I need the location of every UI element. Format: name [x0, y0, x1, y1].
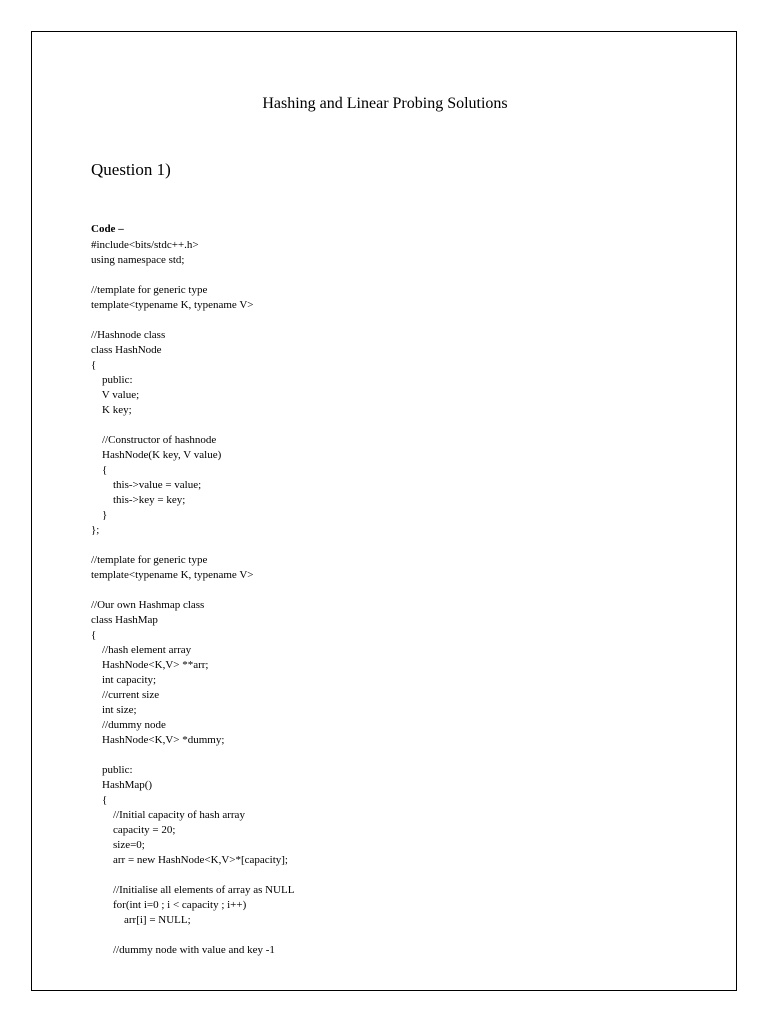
- document-page: [31, 31, 737, 991]
- code-line: template<typename K, typename V>: [91, 299, 254, 311]
- code-line: class HashMap: [91, 614, 158, 626]
- code-line: [91, 748, 711, 763]
- code-line: public:: [91, 764, 133, 776]
- code-line: //Constructor of hashnode: [91, 434, 217, 446]
- code-line: template<typename K, typename V>: [91, 569, 254, 581]
- code-line: //Initial capacity of hash array: [91, 809, 245, 821]
- code-line: {: [91, 359, 97, 371]
- code-line: [91, 418, 711, 433]
- code-line: //template for generic type: [91, 554, 208, 566]
- code-line: this->key = key;: [91, 494, 186, 506]
- code-line: K key;: [91, 404, 132, 416]
- code-line: //dummy node with value and key -1: [91, 944, 275, 956]
- code-line: [91, 928, 711, 943]
- code-line: HashNode<K,V> *dummy;: [91, 734, 225, 746]
- code-line: //hash element array: [91, 644, 192, 656]
- code-line: [91, 868, 711, 883]
- code-line: arr = new HashNode<K,V>*[capacity];: [91, 854, 288, 866]
- code-line: //Hashnode class: [91, 329, 166, 341]
- code-line: [91, 538, 711, 553]
- code-line: for(int i=0 ; i < capacity ; i++): [91, 899, 247, 911]
- code-line: [91, 583, 711, 598]
- code-line: HashMap(): [91, 779, 153, 791]
- code-line: {: [91, 629, 97, 641]
- code-line: int size;: [91, 704, 137, 716]
- code-line: };: [91, 524, 100, 536]
- code-line: [91, 268, 711, 283]
- code-line: {: [91, 794, 108, 806]
- code-line: }: [91, 509, 108, 521]
- question-heading: Question 1): [91, 160, 171, 179]
- document-title: Hashing and Linear Probing Solutions: [262, 95, 508, 112]
- code-line: //Initialise all elements of array as NULL: [91, 884, 295, 896]
- code-line: capacity = 20;: [91, 824, 176, 836]
- code-line: {: [91, 464, 108, 476]
- code-line: using namespace std;: [91, 254, 185, 266]
- code-line: this->value = value;: [91, 479, 202, 491]
- code-line: class HashNode: [91, 344, 162, 356]
- code-line: #include<bits/stdc++.h>: [91, 239, 199, 251]
- code-line: public:: [91, 374, 133, 386]
- code-line: //current size: [91, 689, 160, 701]
- code-line: V value;: [91, 389, 140, 401]
- code-line: //template for generic type: [91, 284, 208, 296]
- code-line: HashNode(K key, V value): [91, 449, 222, 461]
- code-line: //Our own Hashmap class: [91, 599, 205, 611]
- code-line: size=0;: [91, 839, 145, 851]
- code-line: [91, 313, 711, 328]
- code-line: arr[i] = NULL;: [91, 914, 191, 926]
- code-line: HashNode<K,V> **arr;: [91, 659, 209, 671]
- code-line: int capacity;: [91, 674, 157, 686]
- code-label: Code –: [91, 223, 124, 235]
- code-line: //dummy node: [91, 719, 166, 731]
- code-block: [91, 238, 711, 958]
